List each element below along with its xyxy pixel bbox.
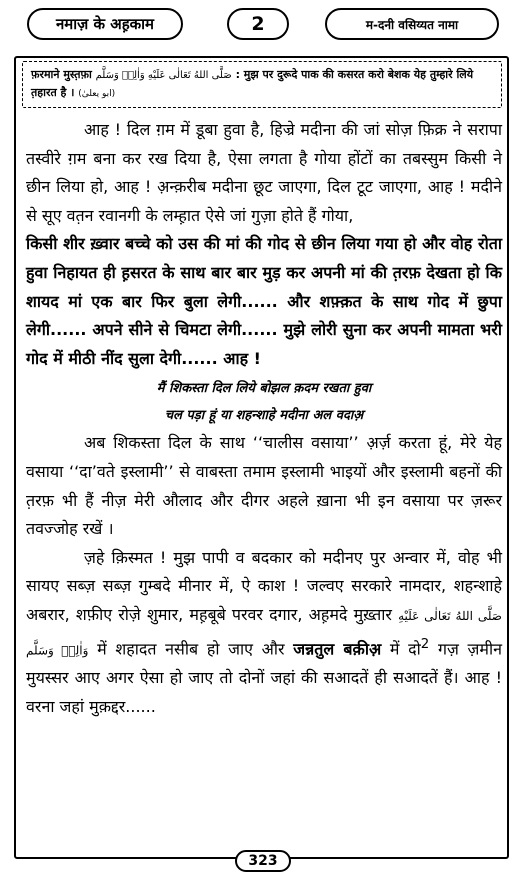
jannatul-baqi: जन्नतुल बक़ीअ़ — [293, 638, 382, 658]
paragraph-1: आह ! दिल ग़म में डूबा हुवा है, हिज्रे मदीना की जां सोज़ फ़िक्र ने सरापा तस्वीरे ग़म बना कर रख दिया है, ऐसा लगता है गोया होंटों का तबस्सुम किसी ने छीन लिया हो, आह ! अ़न्क़रीब मदीना छूट जाएगा, दिल टूट जाएगा, आह ! मदीने से सूए वत़न रवानगी के लम्ह़ात ऐसे जां गुज़ा होते हैं गोया, — [26, 120, 502, 225]
superscript-two: 2 — [420, 636, 430, 652]
book-title: म-दनी वसिय्यत नामा — [325, 8, 499, 40]
section-number: 2 — [227, 8, 289, 40]
para4-text-2: में शहादत नसीब हो जाए और — [97, 638, 285, 658]
chapter-title: नमाज़ के अह़काम — [27, 8, 183, 40]
page-body — [26, 116, 502, 722]
paragraph-4 — [26, 544, 502, 722]
paragraph-3: अब शिकस्ता दिल के साथ ‘‘चालीस वसाया’’ अ़र्ज़ करता हूं, मेरे येह वसाया ‘‘दा’वते इस्लामी’’ से वाबस्ता तमाम इस्लामी भाइयों और इस्लामी बहनों की त़रफ़ भी हैं नीज़ मेरी औलाद और दीगर अहले ख़ाना भी इन वसाया पर ज़रूर तवज्जोह रखें । — [26, 433, 502, 539]
para4-text-1: ज़हे क़िस्मत ! मुझ पापी व बदकार को मदीनए पुर अन्वार में, वोह भी सायए सब्ज़ सब्ज़ गुम्बदे मीनार में, ऐ काश ! जल्वए सरकारे नामदार, शहन्शाहे अबरार, शफ़ीए रोज़े शुमार, मह़बूबे परवर दगार, अह़मदे मुख़्तार — [26, 547, 502, 624]
hadith-text: : मुझ पर दुरूदे पाक की कसरत करो बेशक येह तुम्हारे लिये त़हारत है । — [31, 68, 474, 99]
para4-text-3: में दो — [389, 638, 421, 658]
paragraph-2: किसी शीर ख़्वार बच्चे को उस की मां की गोद से छीन लिया गया हो और वोह रोता हुवा निहायत ही ह़सरत के साथ बार बार मुड़ कर अपनी मां की त़रफ़ देखता हो कि शायद मां एक बार फिर बुला लेगी...... और शफ़्क़त के साथ गोद में छुपा लेगी...... अपने सीने से चिमटा लेगी...... मुझे लोरी सुना कर अपनी मामता भरी गोद में मीठी नींद सुला देगी...... आह ! — [26, 234, 502, 368]
hadith-source: (ابو یعلیٰ) — [78, 89, 116, 99]
page-number: 323 — [235, 850, 291, 872]
salawat-inline: صَلَّى اللهُ تَعَالٰى عَلَيْهِ وَاٰلِهٖ وَسَلَّم — [26, 608, 502, 657]
poem-line-1: मैं शिकस्ता दिल लिये बोझल क़दम रखता हुवा — [156, 381, 372, 397]
hadith-label: फ़रमाने मुस्त़फ़ा — [31, 68, 92, 81]
para4-text-4: गज़ ज़मीन मुयस्सर आए अगर ऐसा हो जाए तो दोनों जहां की सआदतें ही सआदतें हैं। आह ! वरना जहां मुक़द्दर...... — [26, 638, 502, 717]
hadith-banner — [22, 61, 502, 108]
salawat-text: صَلَّى اللهُ تَعَالٰى عَلَيْهِ وَاٰلِهٖ وَسَلَّم — [95, 70, 232, 81]
poem-line-2: चल पड़ा हूं या शहन्शाहे मदीना अल वदाअ़ — [164, 408, 364, 424]
